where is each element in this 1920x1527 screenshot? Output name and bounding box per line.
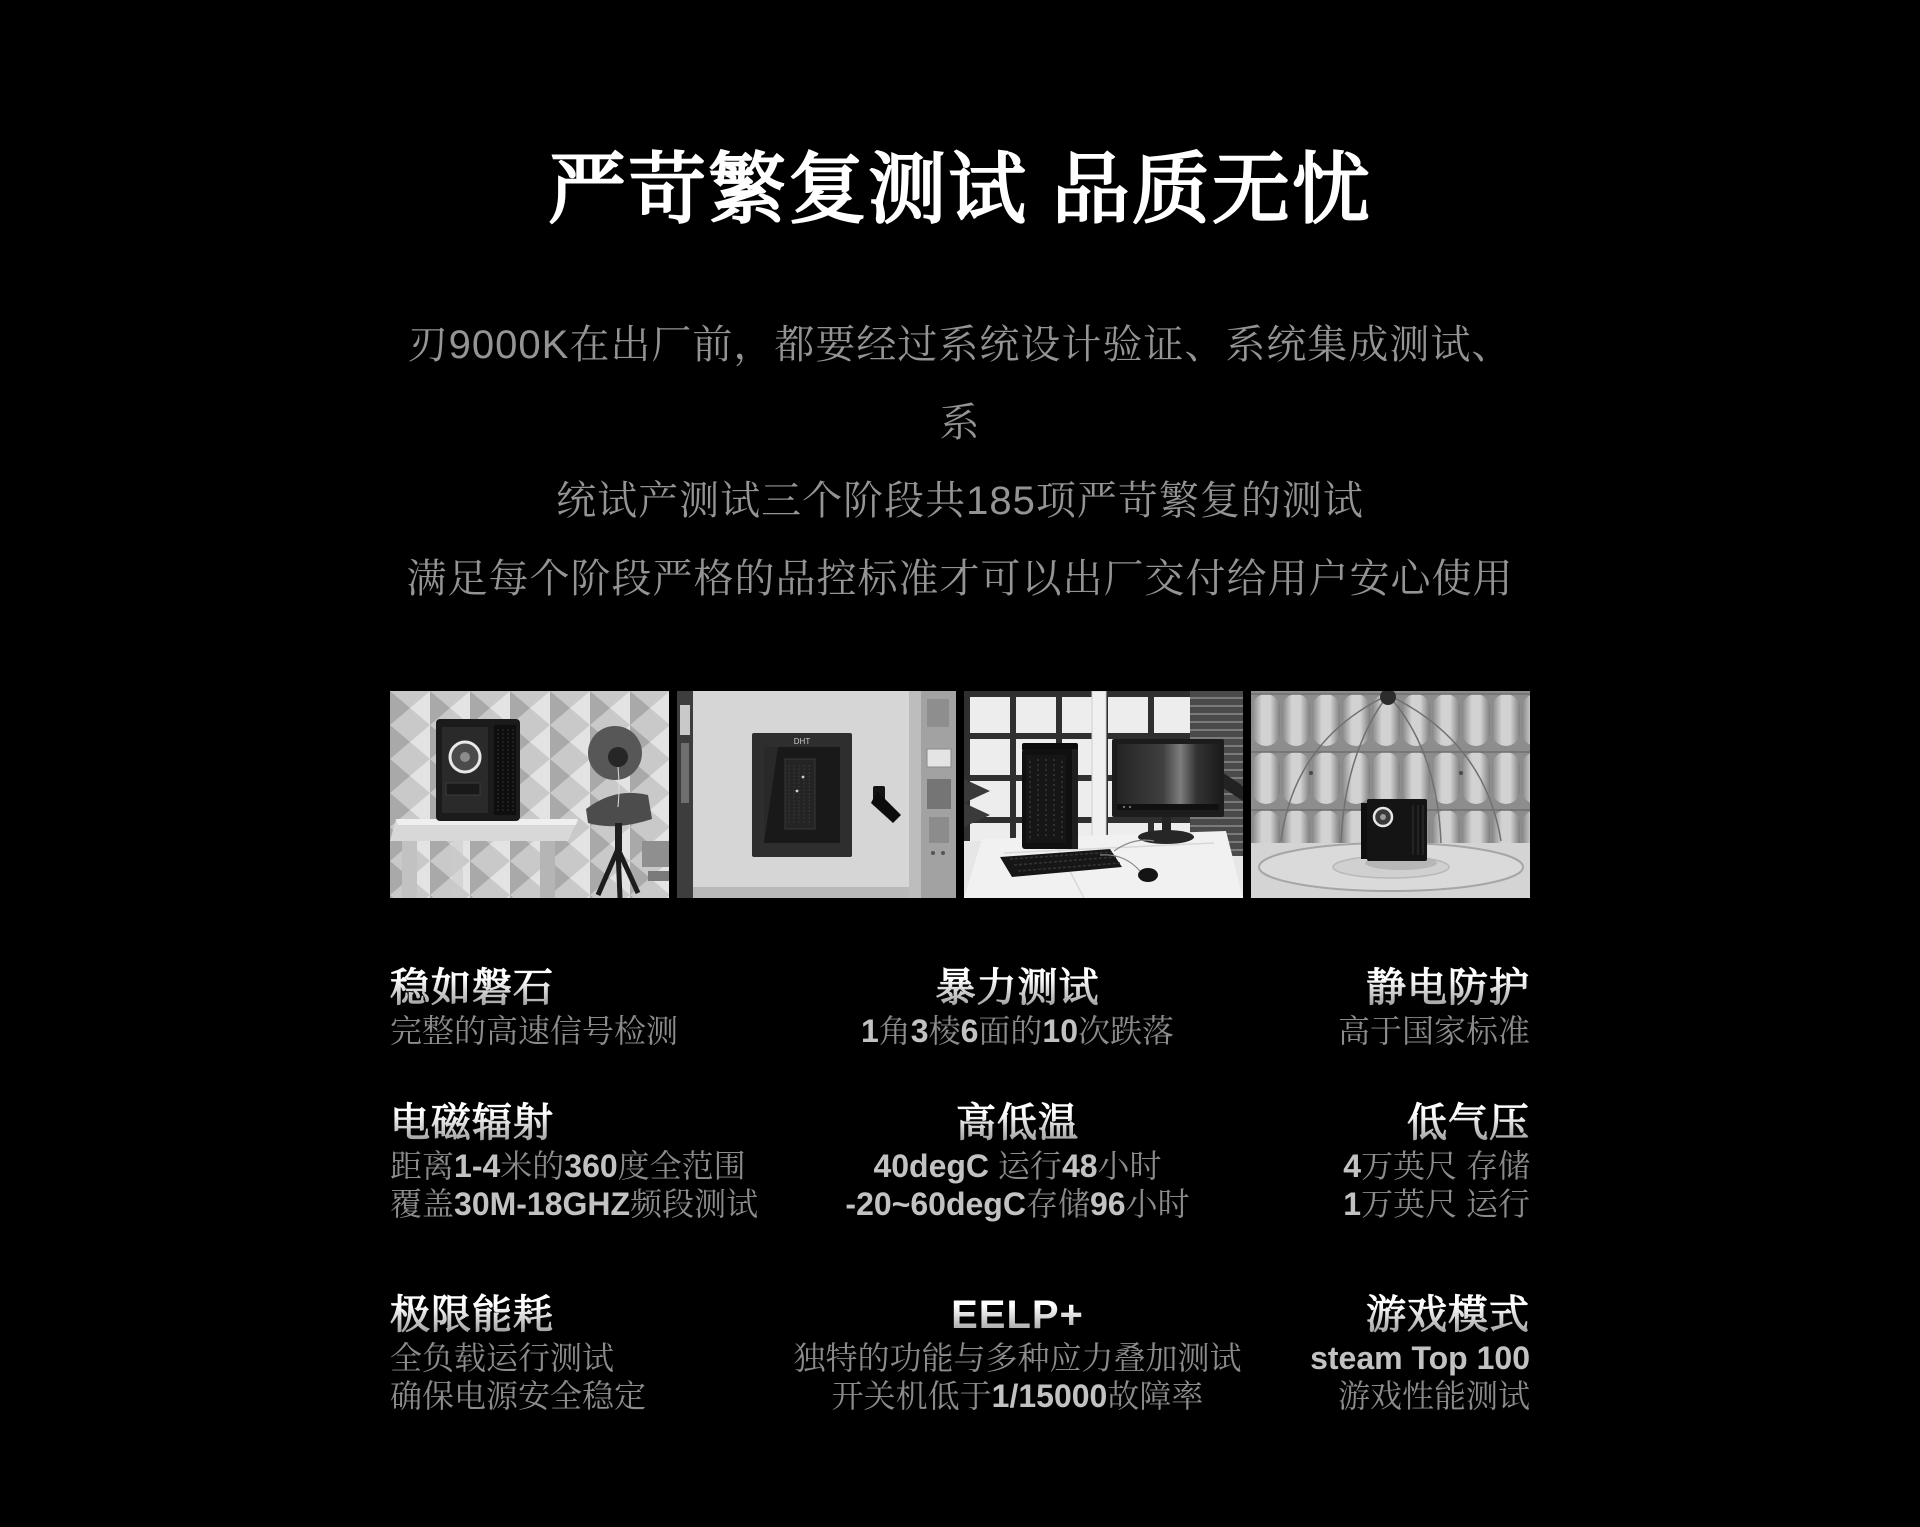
subtitle-highlight: steam Top 100 [1310, 1340, 1530, 1376]
subtitle-highlight: 40degC [873, 1148, 990, 1184]
feature-drop-test [760, 964, 1275, 1050]
subtitle-highlight: 1/15000 [991, 1378, 1108, 1414]
subtitle-highlight: 3 [910, 1013, 929, 1049]
feature-title-low-pressure: 低气压 [1275, 1099, 1530, 1147]
feature-subtitle [760, 1147, 1275, 1185]
feature-subtitle [390, 1012, 760, 1050]
subtitle-highlight: 4 [1343, 1148, 1362, 1184]
feature-title-drop-test: 暴力测试 [760, 964, 1275, 1012]
subtitle-highlight: 96 [1089, 1186, 1126, 1222]
feature-eelp [760, 1291, 1275, 1415]
feature-title-temperature: 高低温 [760, 1099, 1275, 1147]
feature-game-mode [1275, 1291, 1530, 1415]
photo-emc-chamber [964, 691, 1243, 898]
feature-esd-protection [1275, 964, 1530, 1050]
feature-temperature [760, 1099, 1275, 1223]
feature-subtitle [1275, 1185, 1530, 1223]
feature-row-2 [390, 1099, 1530, 1223]
feature-subtitle [390, 1377, 760, 1415]
test-photo-gallery [390, 691, 1530, 898]
feature-emi [390, 1099, 760, 1223]
feature-subtitle [1275, 1377, 1530, 1415]
subtitle-text: 全负载运行测试 [390, 1340, 615, 1376]
intro-line-1: 刃9000K在出厂前，都要经过系统设计验证、系统集成测试、系 [407, 323, 1513, 445]
chamber-brand-label: DHT [793, 737, 811, 746]
subtitle-text: 距离 [390, 1148, 455, 1184]
subtitle-text: 频段测试 [630, 1186, 759, 1222]
subtitle-highlight: 1 [860, 1013, 879, 1049]
subtitle-text: 存储 [1025, 1186, 1090, 1222]
page-title: 严苛繁复测试 品质无忧 [548, 145, 1372, 233]
subtitle-text: 万英尺 运行 [1361, 1186, 1530, 1222]
feature-grid [390, 964, 1530, 1415]
feature-title-esd-protection: 静电防护 [1275, 964, 1530, 1012]
feature-subtitle [1275, 1012, 1530, 1050]
feature-title-power-limit: 极限能耗 [390, 1291, 760, 1339]
feature-subtitle [390, 1339, 760, 1377]
subtitle-text: 独特的功能与多种应力叠加测试 [793, 1340, 1242, 1376]
subtitle-highlight: 360 [564, 1148, 618, 1184]
subtitle-text: 游戏性能测试 [1337, 1378, 1530, 1414]
subtitle-text: 棱 [928, 1013, 961, 1049]
subtitle-text: 确保电源安全稳定 [390, 1378, 647, 1414]
feature-subtitle [390, 1185, 760, 1223]
intro-paragraph [390, 306, 1530, 618]
subtitle-highlight: 1-4 [454, 1148, 501, 1184]
feature-title-game-mode: 游戏模式 [1275, 1291, 1530, 1339]
photo-semi-anechoic-chamber [1251, 691, 1530, 898]
subtitle-text: 小时 [1125, 1186, 1190, 1222]
photo-thermal-chamber [677, 691, 956, 898]
subtitle-highlight: 6 [960, 1013, 979, 1049]
subtitle-highlight: 30M-18GHZ [454, 1186, 631, 1222]
subtitle-text: 高于国家标准 [1337, 1013, 1530, 1049]
feature-subtitle [1275, 1339, 1530, 1377]
feature-subtitle [760, 1012, 1275, 1050]
subtitle-text: 完整的高速信号检测 [390, 1013, 679, 1049]
feature-title-stability: 稳如磐石 [390, 964, 760, 1012]
feature-subtitle [760, 1185, 1275, 1223]
subtitle-text: 度全范围 [617, 1148, 746, 1184]
pc-case [436, 719, 520, 821]
subtitle-highlight: -20~60degC [845, 1186, 1026, 1222]
feature-low-pressure [1275, 1099, 1530, 1223]
subtitle-highlight: 48 [1061, 1148, 1098, 1184]
subtitle-text: 覆盖 [390, 1186, 455, 1222]
intro-line-3: 满足每个阶段严格的品控标准才可以出厂交付给用户安心使用 [406, 557, 1514, 601]
control-panel-column [909, 691, 956, 898]
pc-tower [1022, 743, 1078, 849]
feature-stability [390, 964, 760, 1050]
subtitle-highlight: 1 [1343, 1186, 1362, 1222]
subtitle-text: 小时 [1097, 1148, 1162, 1184]
subtitle-text: 米的 [500, 1148, 565, 1184]
subtitle-highlight: 10 [1042, 1013, 1078, 1049]
subtitle-text: 开关机低于 [831, 1378, 992, 1414]
subtitle-text: 角 [878, 1013, 911, 1049]
pc-case-small [1361, 799, 1437, 870]
feature-title-emi: 电磁辐射 [390, 1099, 760, 1147]
photo-acoustic-chamber [390, 691, 669, 898]
intro-line-2: 统试产测试三个阶段共185项严苛繁复的测试 [556, 479, 1364, 523]
subtitle-text: 次跌落 [1078, 1013, 1175, 1049]
feature-power-limit [390, 1291, 760, 1415]
feature-subtitle [760, 1377, 1275, 1415]
feature-subtitle [1275, 1147, 1530, 1185]
feature-title-eelp: EELP+ [760, 1291, 1275, 1339]
subtitle-text: 面的 [978, 1013, 1043, 1049]
feature-subtitle [390, 1147, 760, 1185]
feature-row-3 [390, 1291, 1530, 1415]
subtitle-text: 万英尺 存储 [1361, 1148, 1530, 1184]
mouse [1138, 868, 1158, 882]
subtitle-text: 运行 [989, 1148, 1062, 1184]
feature-subtitle [760, 1339, 1275, 1377]
subtitle-text: 故障率 [1107, 1378, 1204, 1414]
feature-row-1 [390, 964, 1530, 1050]
viewing-window [752, 733, 852, 857]
